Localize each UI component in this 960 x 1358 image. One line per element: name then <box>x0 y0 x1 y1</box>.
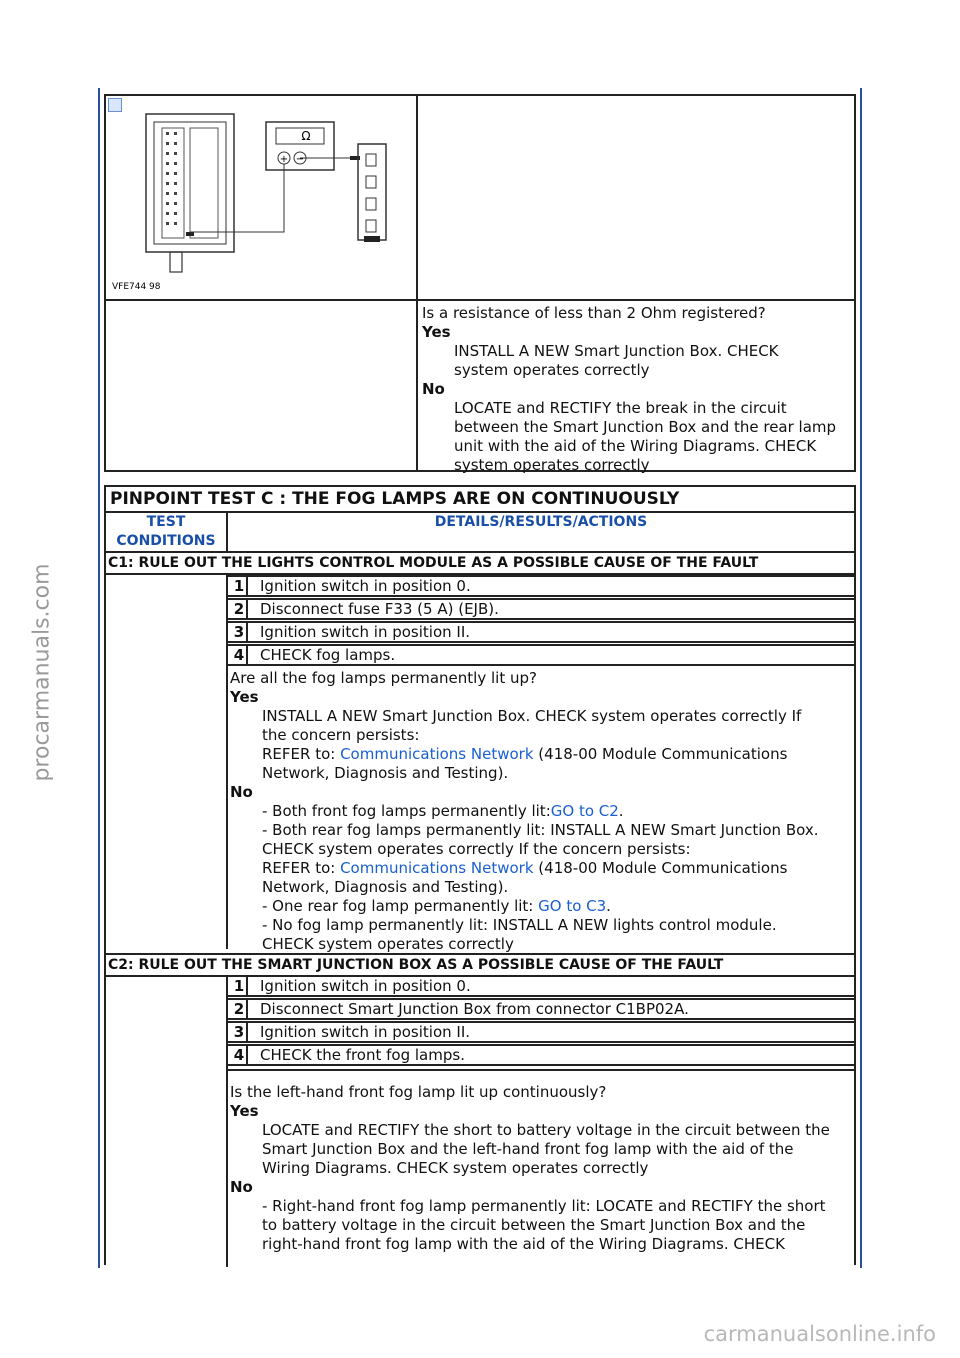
refer-line <box>230 745 852 764</box>
header-line: CONDITIONS <box>116 533 216 549</box>
yes-text: Smart Junction Box and the left-hand front fog lamp with the aid of the <box>262 1140 794 1158</box>
no-text: - No fog lamp permanently lit: INSTALL A NEW lights control module. <box>262 916 777 934</box>
divider <box>228 1069 854 1071</box>
c1-step <box>228 621 854 643</box>
connector-diagram <box>106 96 416 299</box>
c1-step <box>228 644 854 666</box>
step-text: Ignition switch in position 0. <box>260 577 471 595</box>
c1-heading: C1: RULE OUT THE LIGHTS CONTROL MODULE AS A POSSIBLE CAUSE OF THE FAULT <box>106 553 854 575</box>
test-conditions-header <box>106 513 228 553</box>
yes-text: the concern persists: <box>262 726 420 744</box>
step-text: Disconnect fuse F33 (5 A) (EJB). <box>260 600 499 618</box>
resistance-result <box>422 304 850 475</box>
c2-heading: C2: RULE OUT THE SMART JUNCTION BOX AS A POSSIBLE CAUSE OF THE FAULT <box>106 953 854 977</box>
c1-question: Are all the fog lamps permanently lit up? <box>230 669 537 687</box>
no-text: CHECK system operates correctly If the concern persists: <box>262 840 691 858</box>
no-line <box>230 802 852 821</box>
yes-text: INSTALL A NEW Smart Junction Box. CHECK <box>454 342 779 360</box>
no-line <box>230 897 852 916</box>
no-text: - Both front fog lamps permanently lit: <box>262 802 551 820</box>
step-text: Ignition switch in position II. <box>260 1023 471 1041</box>
step-number: 1 <box>232 977 248 995</box>
step-number: 3 <box>232 1023 248 1041</box>
no-text: between the Smart Junction Box and the rear lamp <box>454 418 837 436</box>
no-text: system operates correctly <box>454 456 650 474</box>
step-text: Ignition switch in position II. <box>260 623 471 641</box>
step-number: 2 <box>232 600 248 618</box>
no-text: - Right-hand front fog lamp permanently lit: LOCATE and RECTIFY the short <box>262 1197 826 1215</box>
empty-cell <box>106 301 418 470</box>
no-text: unit with the aid of the Wiring Diagrams. CHECK <box>454 437 817 455</box>
refer-tail: (418-00 Module Communications <box>533 859 788 877</box>
c1-step <box>228 575 854 597</box>
ohm-symbol: Ω <box>301 129 311 143</box>
plus-symbol: + <box>279 154 289 165</box>
no-text: . <box>618 802 624 820</box>
go-to-c2-link[interactable]: GO to C2 <box>550 802 619 820</box>
step-text: Ignition switch in position 0. <box>260 977 471 995</box>
wiring-figure <box>106 96 418 301</box>
no-label: No <box>230 783 253 801</box>
yes-text: system operates correctly <box>454 361 650 379</box>
c1-step <box>228 598 854 620</box>
minus-symbol: − <box>295 154 305 165</box>
refer-tail: (418-00 Module Communications <box>533 745 788 763</box>
no-label: No <box>422 380 445 398</box>
no-text: to battery voltage in the circuit between the Smart Junction Box and the <box>262 1216 806 1234</box>
step-number: 4 <box>232 1046 248 1064</box>
refer-label: REFER to: <box>262 859 341 877</box>
communications-network-link[interactable]: Communications Network <box>340 745 534 763</box>
no-text: - One rear fog lamp permanently lit: <box>262 897 539 915</box>
resistance-question: Is a resistance of less than 2 Ohm registered? <box>422 304 766 322</box>
no-text: - Both rear fog lamps permanently lit: INSTALL A NEW Smart Junction Box. <box>262 821 819 839</box>
go-to-c3-link[interactable]: GO to C3 <box>538 897 607 915</box>
yes-label: Yes <box>230 688 259 706</box>
c2-step <box>228 998 854 1020</box>
side-watermark: procarmanuals.com <box>29 563 55 782</box>
no-text: right-hand front fog lamp with the aid of the Wiring Diagrams. CHECK <box>262 1235 785 1253</box>
yes-text: INSTALL A NEW Smart Junction Box. CHECK system operates correctly If <box>262 707 802 725</box>
step-text: CHECK fog lamps. <box>260 646 396 664</box>
pinpoint-test-table <box>104 485 856 1265</box>
step-number: 4 <box>232 646 248 664</box>
c2-step <box>228 1044 854 1066</box>
left-margin-line <box>98 88 100 1268</box>
pinpoint-title: PINPOINT TEST C : THE FOG LAMPS ARE ON CONTINUOUSLY <box>106 487 854 513</box>
header-line: TEST <box>146 514 186 530</box>
communications-network-link[interactable]: Communications Network <box>340 859 534 877</box>
step-text: CHECK the front fog lamps. <box>260 1046 465 1064</box>
right-margin-line <box>860 88 862 1268</box>
step-number: 2 <box>232 1000 248 1018</box>
step-number: 1 <box>232 577 248 595</box>
yes-text: LOCATE and RECTIFY the short to battery voltage in the circuit between the <box>262 1121 830 1139</box>
details-header: DETAILS/RESULTS/ACTIONS <box>228 513 854 553</box>
refer-line <box>230 859 852 878</box>
no-text: CHECK system operates correctly <box>262 935 514 953</box>
refer-tail: Network, Diagnosis and Testing). <box>262 764 509 782</box>
yes-label: Yes <box>422 323 451 341</box>
refer-label: REFER to: <box>262 745 341 763</box>
no-text: . <box>606 897 611 915</box>
yes-label: Yes <box>230 1102 259 1120</box>
yes-text: Wiring Diagrams. CHECK system operates correctly <box>262 1159 649 1177</box>
c1-results <box>230 669 852 954</box>
refer-tail: Network, Diagnosis and Testing). <box>262 878 509 896</box>
c2-step <box>228 975 854 997</box>
figure-code: VFE744 98 <box>112 282 161 292</box>
step-text: Disconnect Smart Junction Box from connector C1BP02A. <box>260 1000 689 1018</box>
c2-question: Is the left-hand front fog lamp lit up continuously? <box>230 1083 607 1101</box>
top-result-table <box>104 94 856 472</box>
figure-right-cell <box>416 96 854 301</box>
c2-step <box>228 1021 854 1043</box>
bottom-watermark: carmanualsonline.info <box>703 1322 936 1346</box>
no-text: LOCATE and RECTIFY the break in the circuit <box>454 399 787 417</box>
step-number: 3 <box>232 623 248 641</box>
no-label: No <box>230 1178 253 1196</box>
c2-results <box>230 1083 852 1254</box>
